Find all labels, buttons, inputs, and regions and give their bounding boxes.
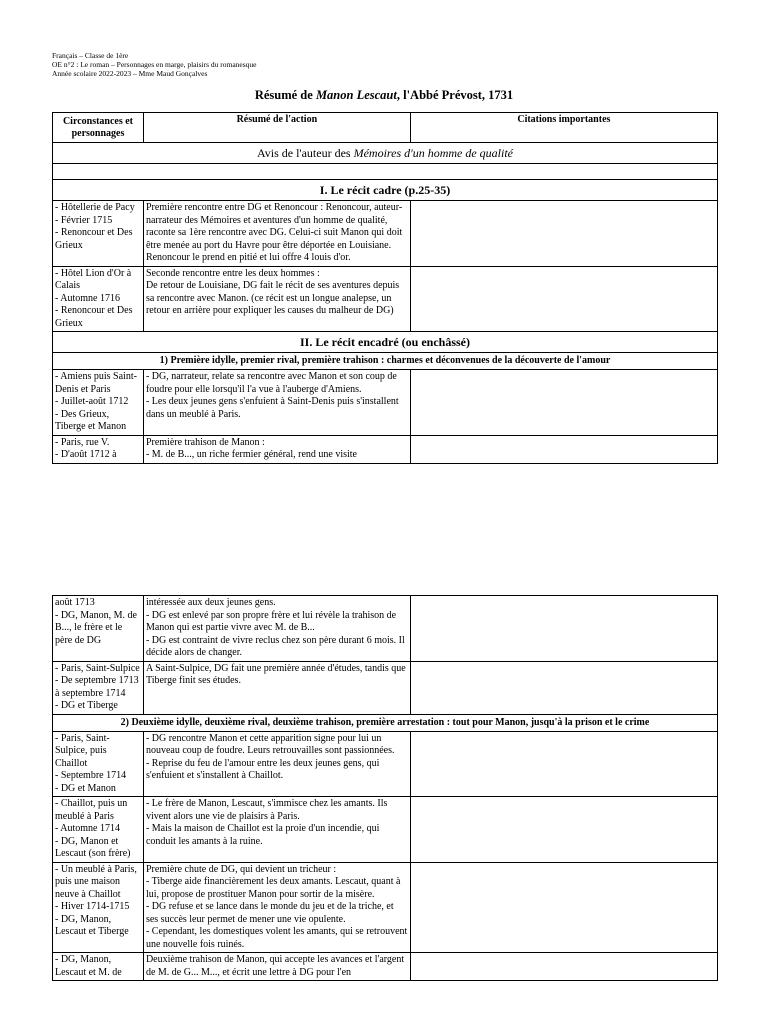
table-row [53,953,718,981]
quotes-cell [410,435,717,463]
empty-row [53,164,718,180]
circumstances-cell [53,266,144,332]
column-header-quotes: Citations importantes [410,113,717,143]
circ-line: - Septembre 1714 [55,770,127,781]
circ-line: - Paris, Saint-Sulpice [55,662,140,674]
avis-work: Mémoires d'un homme de qualité [353,146,513,160]
title-prefix: Résumé de [254,88,316,102]
table-row [53,731,718,797]
document-title [0,88,768,103]
header-oe-line: OE n°2 : Le roman – Personnages en marge, plaisirs du romanesque [52,60,257,69]
summary-cell [143,731,410,797]
circ-line: - De septembre 1713 à septembre 1714 [55,675,139,699]
circ-line: - DG, Manon, M. de B..., le frère et le père de DG [55,609,137,646]
circ-line: - Hôtellerie de Pacy [55,202,135,213]
circ-line: - D'août 1712 à [55,449,117,460]
circ-line: - Renoncour et Des Grieux [55,227,133,251]
summary-cell [143,661,410,714]
circ-line: août 1713 [55,597,95,608]
part-heading-1: 1) Première idylle, premier rival, première trahison : charmes et déconvenues de la découverte de l'amour [53,353,718,370]
circ-line: - DG et Tiberge [55,700,118,711]
table-row [53,266,718,332]
circumstances-cell [53,731,144,797]
circumstances-cell [53,370,144,436]
section-heading-embedded: II. Le récit encadré (ou enchâssé) [53,332,718,353]
summary-line: - M. de B..., un riche fermier général, rend une visite [145,449,357,460]
summary-line: A Saint-Sulpice, DG fait une première année d'études, tandis que Tiberge finit ses études. [145,662,406,686]
summary-line: De retour de Louisiane, DG fait le récit de ses aventures depuis sa rencontre avec Manon. (ce récit est un longue analepse, un retour en arrière pour expliquer les causes du malheur de DG) [145,280,400,316]
title-work: Manon Lescaut [315,88,397,102]
circ-line: - Juillet-août 1712 [55,396,129,407]
quotes-cell [410,266,717,332]
quotes-cell [410,661,717,714]
circ-line: - Amiens puis Saint-Denis et Paris [55,371,137,395]
circ-line: - Février 1715 [55,214,113,226]
avis-prefix: Avis de l'auteur des [256,146,354,160]
summary-line: - Cependant, les domestiques volent les amants, qui se retrouvent une nouvelle fois ruinés. [145,926,408,950]
section-heading-frame: I. Le récit cadre (p.25-35) [53,180,718,201]
summary-line: - Tiberge aide financièrement les deux amants. Lescaut, quant à lui, propose de prostituer Manon pour sortir de la misère. [145,876,401,900]
summary-cell [143,370,410,436]
summary-line: - DG refuse et se lance dans le monde du jeu et de la triche, et ses succès leur permet de mener une vie opulente. [145,901,394,925]
column-header-circumstances: Circonstances et personnages [53,113,144,143]
circ-line: - Hôtel Lion d'Or à Calais [55,267,132,291]
circ-line: - Automne 1714 [55,823,120,834]
circ-line: - Hiver 1714-1715 [55,901,130,912]
circ-line: - Des Grieux, Tiberge et Manon [55,408,127,432]
summary-line: Seconde rencontre entre les deux hommes : [145,267,320,279]
circumstances-cell [53,435,144,463]
part-heading-2: 2) Deuxième idylle, deuxième rival, deuxième trahison, première arrestation : tout pour Manon, jusqu'à la prison et le crime [53,714,718,731]
summary-line: Deuxième trahison de Manon, qui accepte les avances et l'argent de M. de G... M..., et écrit une lettre à DG pour l'en [145,954,405,978]
summary-line: - Reprise du feu de l'amour entre les deux jeunes gens, qui s'enfuient et s'installent à Chaillot. [145,757,380,781]
circ-line: - DG, Manon, Lescaut et Tiberge [55,913,129,937]
circumstances-cell [53,797,144,863]
circ-line: - Paris, Saint-Sulpice, puis Chaillot [55,732,110,769]
table-row [53,797,718,863]
summary-line: - DG est contraint de vivre reclus chez son père durant 6 mois. Il décide alors de changer. [145,634,405,658]
summary-line: - Mais la maison de Chaillot est la proie d'un incendie, qui conduit les amants à la ruine. [145,823,380,847]
summary-cell [143,953,410,981]
circ-line: - DG et Manon [55,782,116,794]
circ-line: - DG, Manon et Lescaut (son frère) [55,835,131,859]
quotes-cell [410,797,717,863]
circumstances-cell [53,596,144,662]
summary-cell [143,435,410,463]
table-row [53,201,718,267]
table-row [53,862,718,953]
quotes-cell [410,596,717,662]
header-class-line: Français – Classe de 1ère [52,51,129,60]
table-row [53,596,718,662]
circumstances-cell [53,953,144,981]
summary-cell [143,596,410,662]
quotes-cell [410,731,717,797]
header-year-line: Année scolaire 2022-2023 – Mme Maud Gonçalves [52,69,208,78]
summary-line: - Le frère de Manon, Lescaut, s'immisce chez les amants. Ils vivent alors une vie de plaisirs à Paris. [145,798,388,822]
circ-line: - Automne 1716 [55,292,120,304]
column-header-summary: Résumé de l'action [143,113,410,143]
summary-line: - DG est enlevé par son propre frère et lui révèle la trahison de Manon qui est partie vivre avec M. de B... [145,609,397,633]
summary-cell [143,201,410,267]
quotes-cell [410,201,717,267]
quotes-cell [410,953,717,981]
avis-heading [53,143,718,164]
summary-cell [143,862,410,953]
circumstances-cell [53,862,144,953]
empty-cell [53,164,718,180]
summary-line: - DG rencontre Manon et cette apparition signe pour lui un nouveau coup de foudre. Leurs retrouvailles sont passionnées. [145,732,395,756]
table-row [53,661,718,714]
title-suffix: , l'Abbé Prévost, 1731 [396,88,514,102]
circ-line: - Paris, rue V. [55,436,110,448]
circ-line: - Renoncour et Des Grieux [55,305,133,329]
summary-line: Première trahison de Manon : [145,436,265,448]
circumstances-cell [53,201,144,267]
summary-line: Première chute de DG, qui devient un tricheur : [145,863,337,875]
summary-cell [143,266,410,332]
summary-table-page2 [52,595,718,981]
summary-line: - Les deux jeunes gens s'enfuient à Saint-Denis puis s'installent dans un meublé à Paris. [145,396,399,420]
table-row [53,370,718,436]
circ-line: - Chaillot, puis un meublé à Paris [55,798,128,822]
circ-line: - Un meublé à Paris, puis une maison neuve à Chaillot [55,863,137,900]
header-block [52,51,256,78]
summary-cell [143,797,410,863]
summary-line: - DG, narrateur, relate sa rencontre avec Manon et son coup de foudre pour elle lorsqu'il l'a vue à l'auberge d'Amiens. [145,371,397,395]
summary-line: intéressée aux deux jeunes gens. [145,597,276,608]
quotes-cell [410,370,717,436]
summary-table-page1 [52,112,718,464]
table-row [53,435,718,463]
summary-line: Première rencontre entre DG et Renoncour : Renoncour, auteur-narrateur des Mémoires et aventures d'un homme de qualité, raconte sa 1ère rencontre avec DG. Celui-ci suit Manon qui doit être menée au port du Havre pour être déportée en Louisiane. Renoncour le prend en pitié et lui offre 4 louis d'or. [145,202,403,263]
circumstances-cell [53,661,144,714]
circ-line: - DG, Manon, [55,954,112,965]
quotes-cell [410,862,717,953]
circ-line: Lescaut et M. de [55,966,122,978]
